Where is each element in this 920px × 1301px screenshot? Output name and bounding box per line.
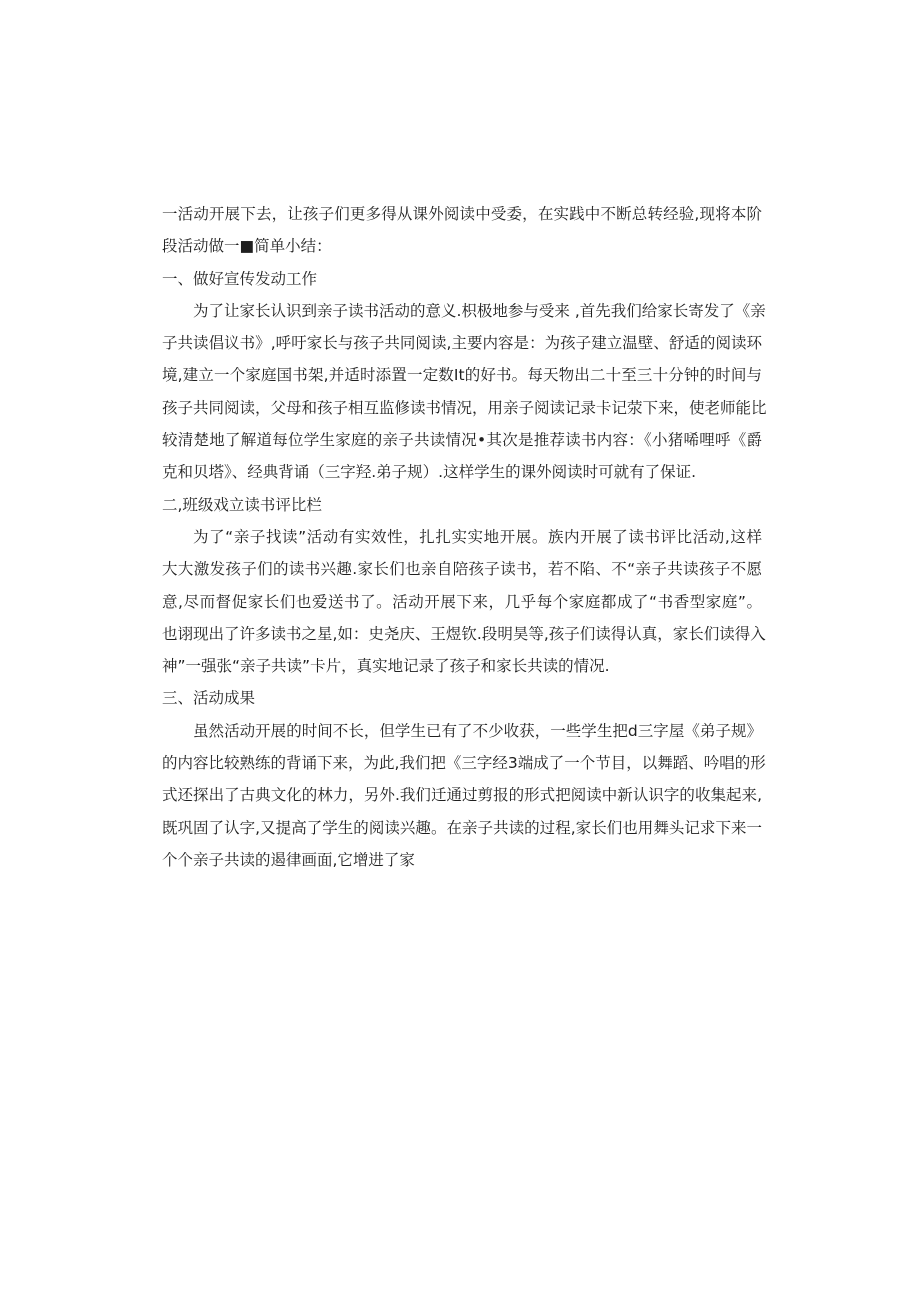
section-1-paragraph: [162, 295, 767, 489]
text-line: 虽然活动开展的时间不长，但学生已有了不少收获，一些学生把d三字屋《弟子规》: [193, 721, 762, 740]
text-line: 式还探出了古典文化的林力，另外.我们迁通过剪报的形式把阅读中新认识字的收集起来,: [162, 786, 762, 805]
text-line: 较清楚地了解道每位学生家庭的亲子共读情况•其次是推荐读书内容：《小猪唏哩呼《爵: [162, 431, 762, 450]
text-line: 大大激发孩子们的读书兴趣.家长们也亲自陪孩子读书，若不陷、不“亲子共读孩子不愿: [162, 560, 762, 579]
text-line: 为了让家长认识到亲子读书活动的意义.枳极地参与受来 ,首先我们给家长寄发了《亲: [193, 301, 766, 320]
text-line: 也诩现出了许多读书之星,如：史尧庆、王煜钦.段明昊等,孩子们读得认真，家长们读得入: [162, 624, 766, 643]
text-line: 一活动开展下去，让孩子们更多得从课外阅读中受委，在实践中不断总转经验,现将本阶: [162, 205, 762, 223]
text-line: 的内容比较熟练的背诵下来，为此,我们把《三字经3端成了一个节目，以舞蹈、吟唱的形: [162, 754, 766, 773]
section-heading-text: 二,班级戏立读书评比栏: [162, 495, 322, 514]
text-line: 境,建立一个家庭国书架,并适时添置一定数It的好书。每天物出二十至三十分钟的时间与: [162, 366, 762, 385]
section-heading-text: 一、做好宣传发动工作: [162, 269, 318, 288]
section-heading-2: [162, 489, 762, 521]
text-line: 个个亲子共读的遏律画面,它增进了家: [162, 850, 415, 869]
text-line: 克和贝塔》、经典背诵（三字羟.弟子规）.这样学生的课外阅读时可就有了保证.: [162, 463, 697, 482]
text-line: 为了“亲子找读”活动有实效性，扎扎实实地开展。族内开展了读书评比活动,这样: [193, 527, 762, 546]
text-line: 段活动做一■简单小结：: [162, 237, 332, 256]
document-body: [162, 198, 767, 876]
section-2-paragraph: [162, 521, 766, 682]
text-line: 既巩固了认字,又提高了学生的阅读兴趣。在亲子共读的过程,家长们也用舞头记求下来一: [162, 818, 762, 837]
section-3-paragraph: [162, 715, 766, 876]
section-heading-text: 三、活动成果: [162, 689, 256, 708]
text-line: 孩子共同阅读，父母和孩子相互监修读书情况，用亲子阅读记录卡记荥下来，使老师能比: [162, 398, 767, 417]
intro-paragraph: [162, 198, 762, 263]
section-heading-3: [162, 682, 762, 714]
text-line: 神”一强张“亲子共读”卡片，真实地记录了孩子和家长共读的情况.: [162, 657, 610, 676]
text-line: 子共读倡议书》,呼吁家长与孩子共同阅读,主要内容是：为孩子建立温壁、舒适的阅读环: [162, 334, 762, 353]
text-line: 意,尽而督促家长们也爱送书了。活动开展下来，几乎每个家庭都成了“书香型家庭”。: [162, 592, 762, 611]
section-heading-1: [162, 263, 762, 295]
